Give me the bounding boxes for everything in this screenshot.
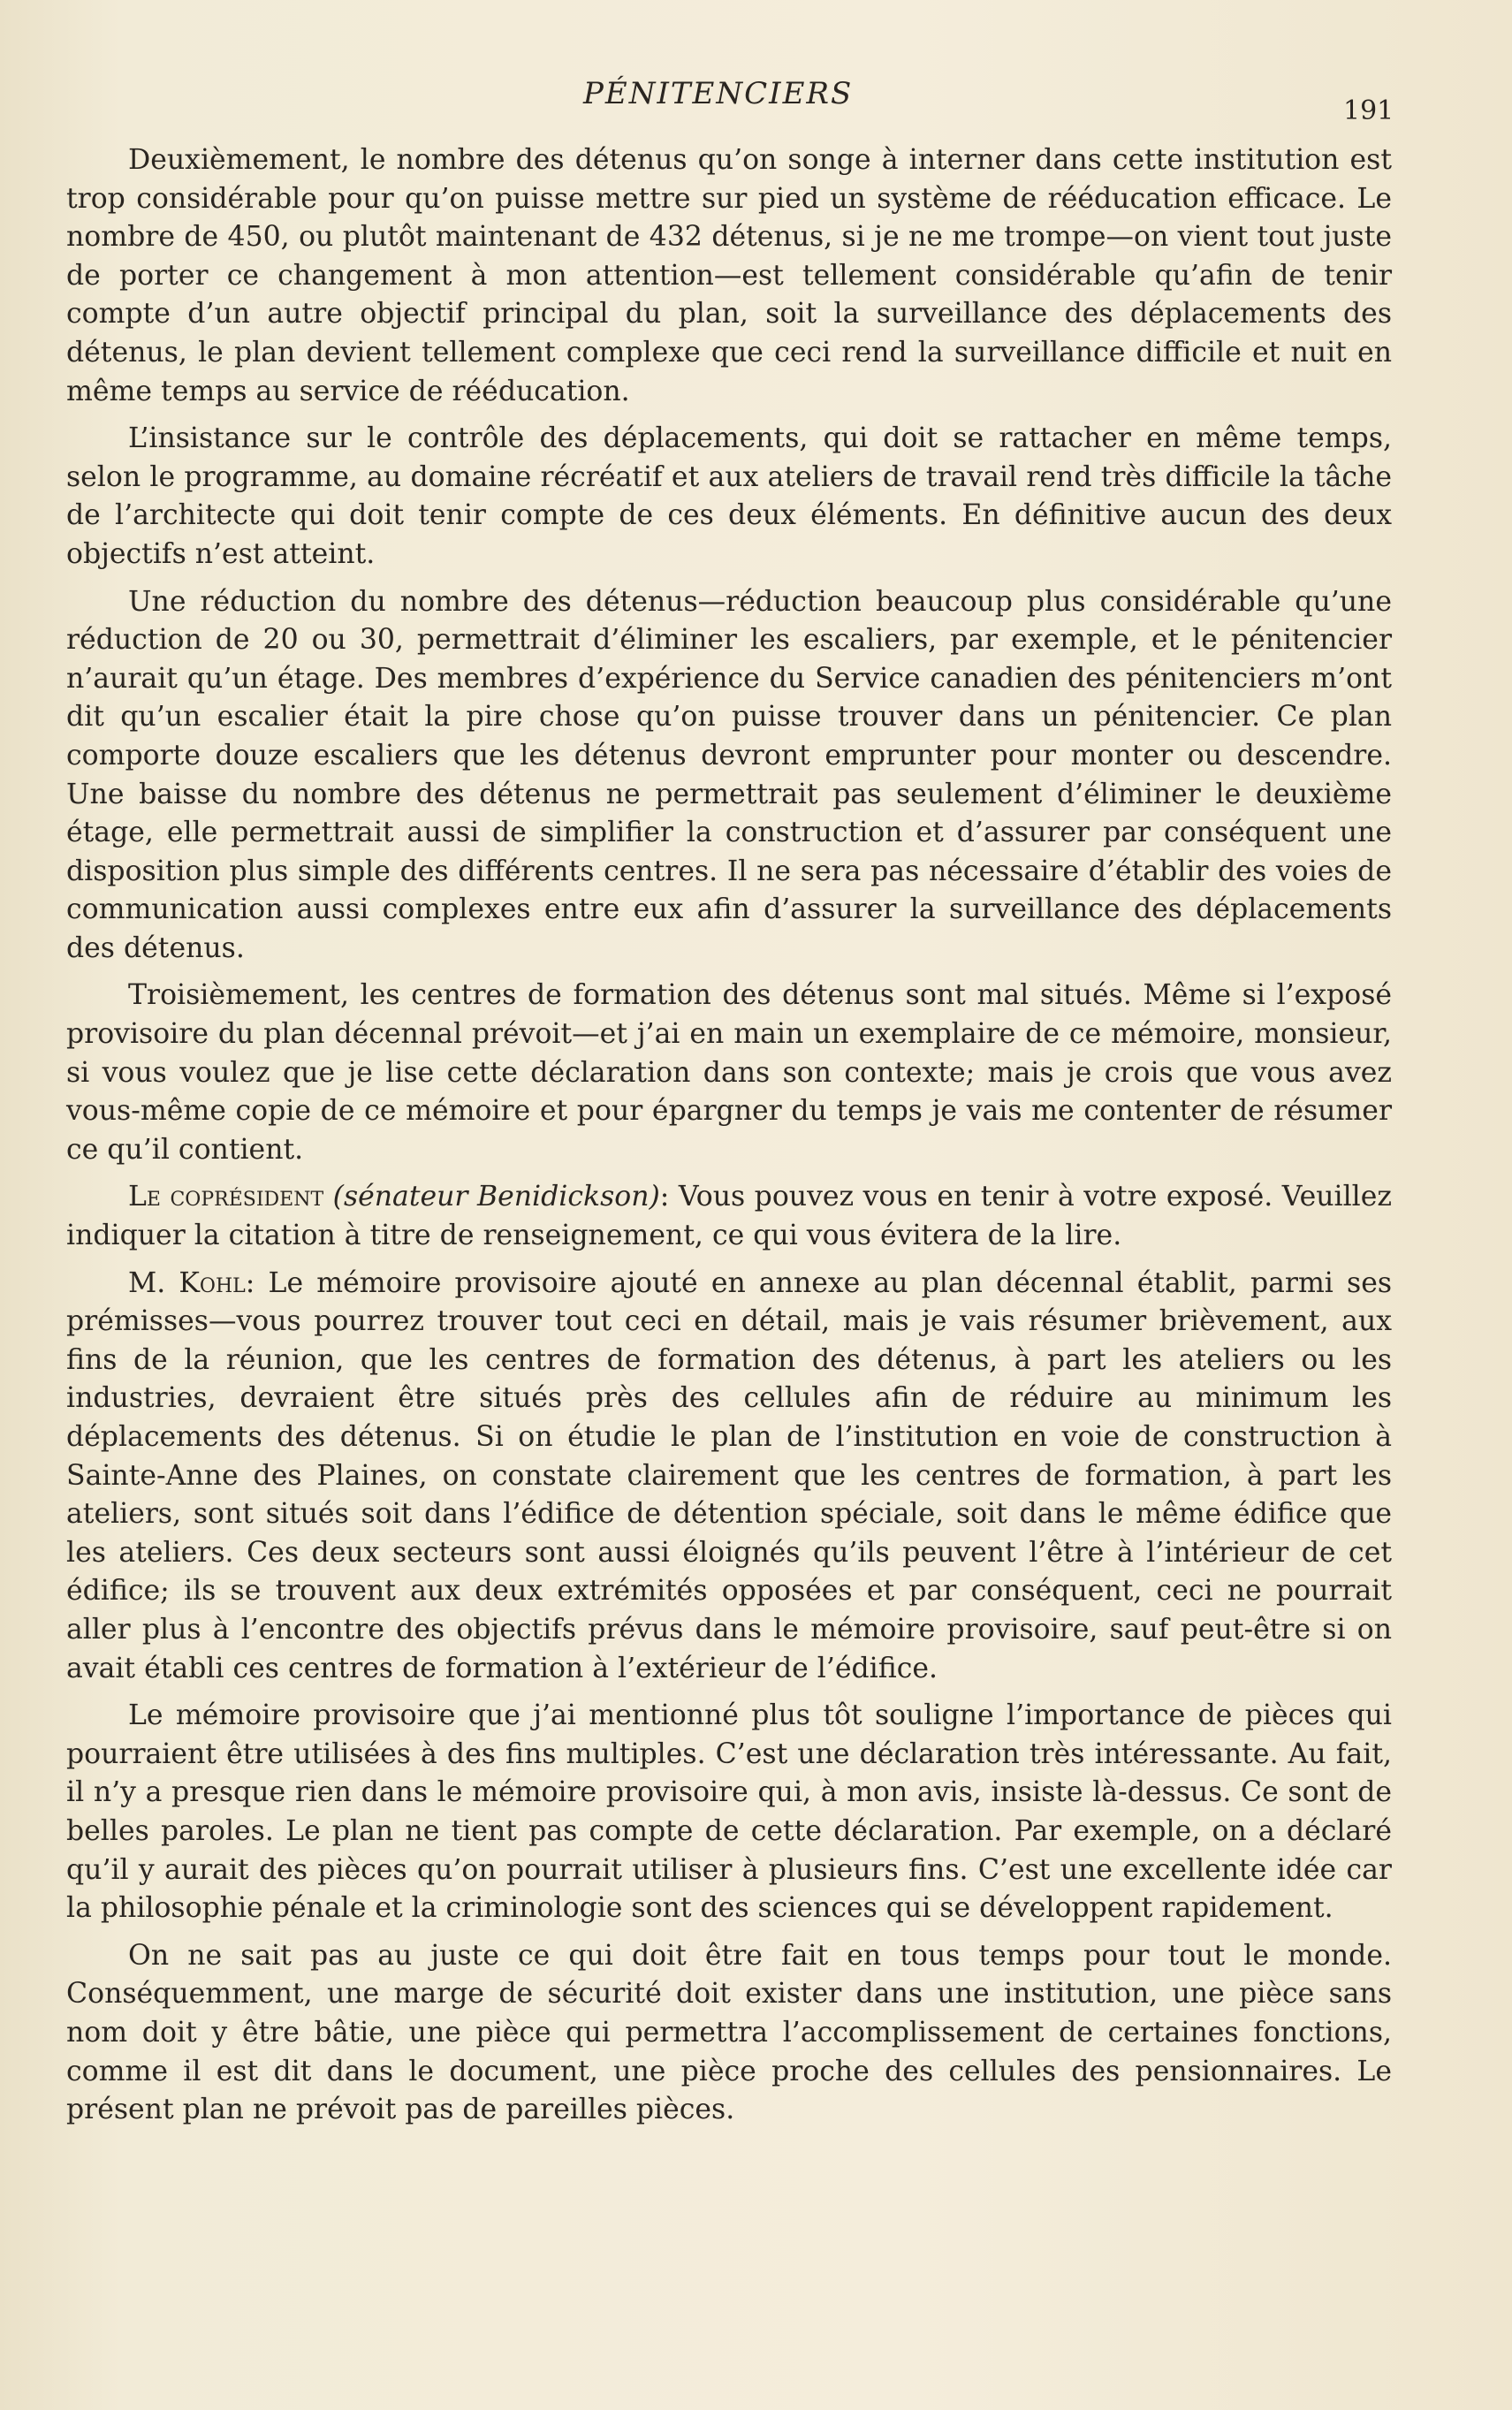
page-number: 191 xyxy=(1343,95,1394,126)
body-text xyxy=(66,141,1392,2139)
paragraph-4: Troisièmement, les centres de formation des détenus sont mal situés. Même si l’exposé provisoire du plan décennal prévoit—et j’ai en main un exemplaire de ce mémoire, monsieur, si vous voulez que je lise cette déclaration dans son contexte; mais je crois que vous avez vous-même copie de ce mémoire et pour épargner du temps je vais me contenter de résumer ce qu’il contient. xyxy=(66,979,1392,1166)
running-title: PÉNITENCIERS xyxy=(583,76,854,111)
speaker-name: M. Kohl xyxy=(128,1266,246,1299)
paragraph-3: Une réduction du nombre des détenus—réduction beaucoup plus considérable qu’une réduction de 20 ou 30, permettrait d’éliminer les escaliers, par exemple, et le pénitencier n’aurait qu’un étage. Des membres d’expérience du Service canadien des pénitenciers m’ont dit qu’un escalier était la pire chose qu’on puisse trouver dans un pénitencier. Ce plan comporte douze escaliers que les détenus devront emprunter pour monter ou descendre. Une baisse du nombre des détenus ne permettrait pas seulement d’éliminer le deuxième étage, elle permettrait aussi de simplifier la construction et d’assurer par conséquent une disposition plus simple des différents centres. Il ne sera pas nécessaire d’établir des voies de communication aussi complexes entre eux afin d’assurer la surveillance des déplacements des détenus. xyxy=(66,585,1392,964)
paragraph-8: On ne sait pas au juste ce qui doit être fait en tous temps pour tout le monde. Conséquemment, une marge de sécurité doit exister dans une institution, une pièce sans nom doit y être bâtie, une pièce qui permettra l’accomplissement de certaines fonctions, comme il est dit dans le document, une pièce proche des cellules des pensionnaires. Le présent plan ne prévoit pas de pareilles pièces. xyxy=(66,1939,1392,2126)
paragraph-2: L’insistance sur le contrôle des déplacements, qui doit se rattacher en même temps, selon le programme, au domaine récréatif et aux ateliers de travail rend très difficile la tâche de l’architecte qui doit tenir compte de ces deux éléments. En définitive aucun des deux objectifs n’est atteint. xyxy=(66,422,1392,570)
paragraph-7: Le mémoire provisoire que j’ai mentionné plus tôt souligne l’importance de pièces qui pourraient être utilisées à des fins multiples. C’est une déclaration très intéressante. Au fait, il n’y a presque rien dans le mémoire provisoire qui, à mon avis, insiste là-dessus. Ce sont de belles paroles. Le plan ne tient pas compte de cette déclaration. Par exemple, on a déclaré qu’il y aurait des pièces qu’on pourrait utiliser à plusieurs fins. C’est une excellente idée car la philosophie pénale et la criminologie sont des sciences qui se développent rapidement. xyxy=(66,1699,1392,1925)
speaker-name: Le coprésident xyxy=(128,1181,324,1213)
paragraph-6-text: : Le mémoire provisoire ajouté en annexe au plan décennal établit, parmi ses prémisses—vous pourrez trouver tout ceci en détail, mais je vais résumer brièvement, aux fins de la réunion, que les centres de formation des détenus, à part les ateliers ou les industries, devraient être situés près des cellules afin de réduire au minimum les déplacements des détenus. Si on étudie le plan de l’institution en voie de construction à Sainte-Anne des Plaines, on constate clairement que les centres de formation, à part les ateliers, sont situés soit dans l’édifice de détention spéciale, soit dans le même édifice que les ateliers. Ces deux secteurs sont aussi éloignés qu’ils peuvent l’être à l’intérieur de cet édifice; ils se trouvent aux deux extrémités opposées et par conséquent, ceci ne pourrait aller plus à l’encontre des objectifs prévus dans le mémoire provisoire, sauf peut-être si on avait établi ces centres de formation à l’extérieur de l’édifice. xyxy=(66,1266,1392,1684)
paragraph-1: Deuxièmement, le nombre des détenus qu’on songe à interner dans cette institution est trop considérable pour qu’on puisse mettre sur pied un système de rééducation efficace. Le nombre de 450, ou plutôt maintenant de 432 détenus, si je ne me trompe—on vient tout juste de porter ce changement à mon attention—est tellement considérable qu’afin de tenir compte d’un autre objectif principal du plan, soit la surveillance des déplacements des détenus, le plan devient tellement complexe que ceci rend la surveillance difficile et nuit en même temps au service de rééducation. xyxy=(66,144,1392,407)
paragraph-5 xyxy=(66,1178,1392,1255)
speaker-role: (sénateur Benidickson) xyxy=(332,1181,660,1213)
paragraph-6 xyxy=(66,1265,1392,1689)
page-header xyxy=(0,76,1512,129)
paragraph-5-text: : Vous pouvez vous en tenir à votre exposé. Veuillez indiquer la citation à titre de renseignement, ce qui vous évitera de la lire. xyxy=(66,1181,1392,1252)
